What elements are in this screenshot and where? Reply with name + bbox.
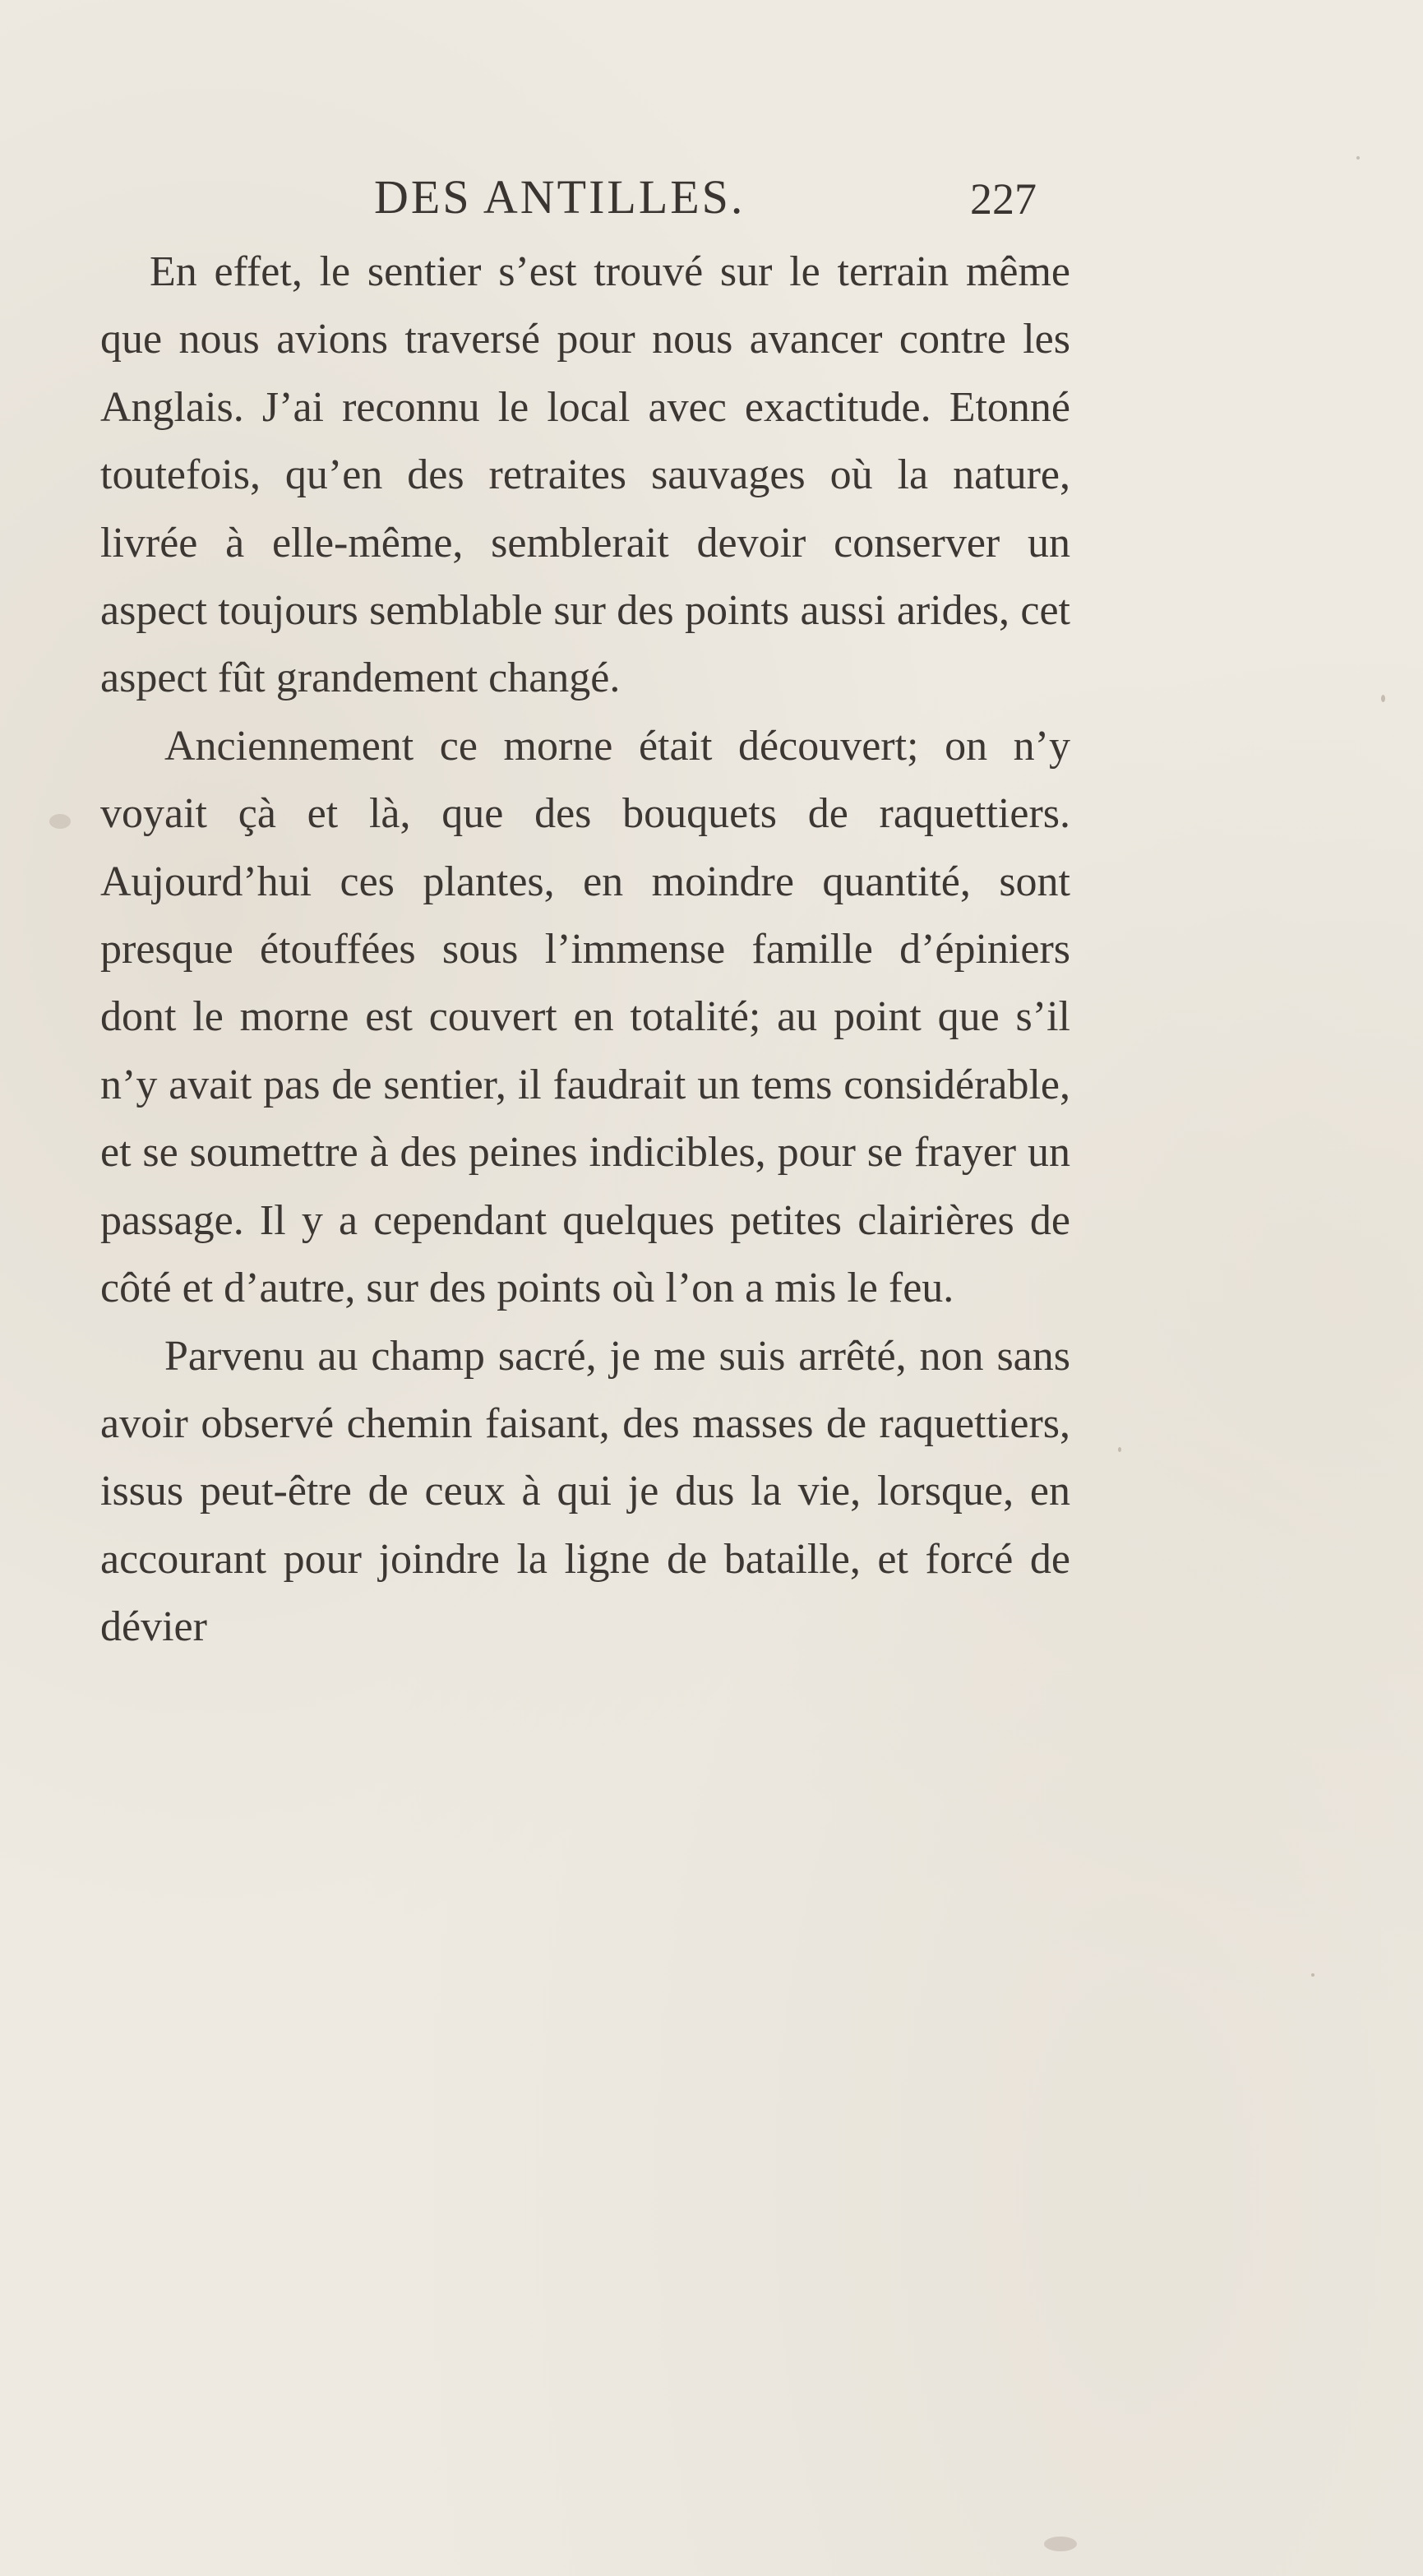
paragraph-3: Parvenu au champ sacré, je me suis arrêté, non sans avoir observé chemin faisant, des masses de raquettiers, issus peut-être de ceux à qui je dus la vie, lorsque, en accourant pour joindre la ligne de bataille, et forcé de dévier <box>100 1332 1070 1651</box>
page-number: 227 <box>970 174 1037 224</box>
paragraph-2: Anciennement ce morne était découvert; on n’y voyait çà et là, que des bouquets de raquettiers. Aujourd’hui ces plantes, en moindre quantité, sont presque étouffées sous l’immense famille d’épiniers dont le morne est couvert en totalité; au point que s’il n’y avait pas de sentier, il faudrait un tems considérable, et se soumettre à des peines indicibles, pour se frayer un passage. Il y a cependant quelques petites clairières de côté et d’autre, sur des points où l’on a mis le feu. <box>100 722 1070 1312</box>
paper-speck <box>49 814 71 829</box>
running-head <box>0 169 1423 226</box>
paper-speck <box>1381 695 1385 702</box>
paper-speck <box>1044 2537 1077 2551</box>
running-title: DES ANTILLES. <box>374 170 746 224</box>
paragraph-1: En effet, le sentier s’est trouvé sur le terrain même que nous avions traversé pour nous avancer contre les Anglais. J’ai reconnu le local avec exactitude. Etonné toutefois, qu’en des retraites sauvages où la nature, livrée à elle-même, semblerait devoir conserver un aspect toujours semblable sur des points aussi arides, cet aspect fût grandement changé. <box>100 248 1070 702</box>
paper-speck <box>1118 1447 1121 1452</box>
paper-speck <box>1311 1973 1314 1977</box>
body-text <box>100 238 1070 1662</box>
paper-speck <box>1356 156 1360 160</box>
